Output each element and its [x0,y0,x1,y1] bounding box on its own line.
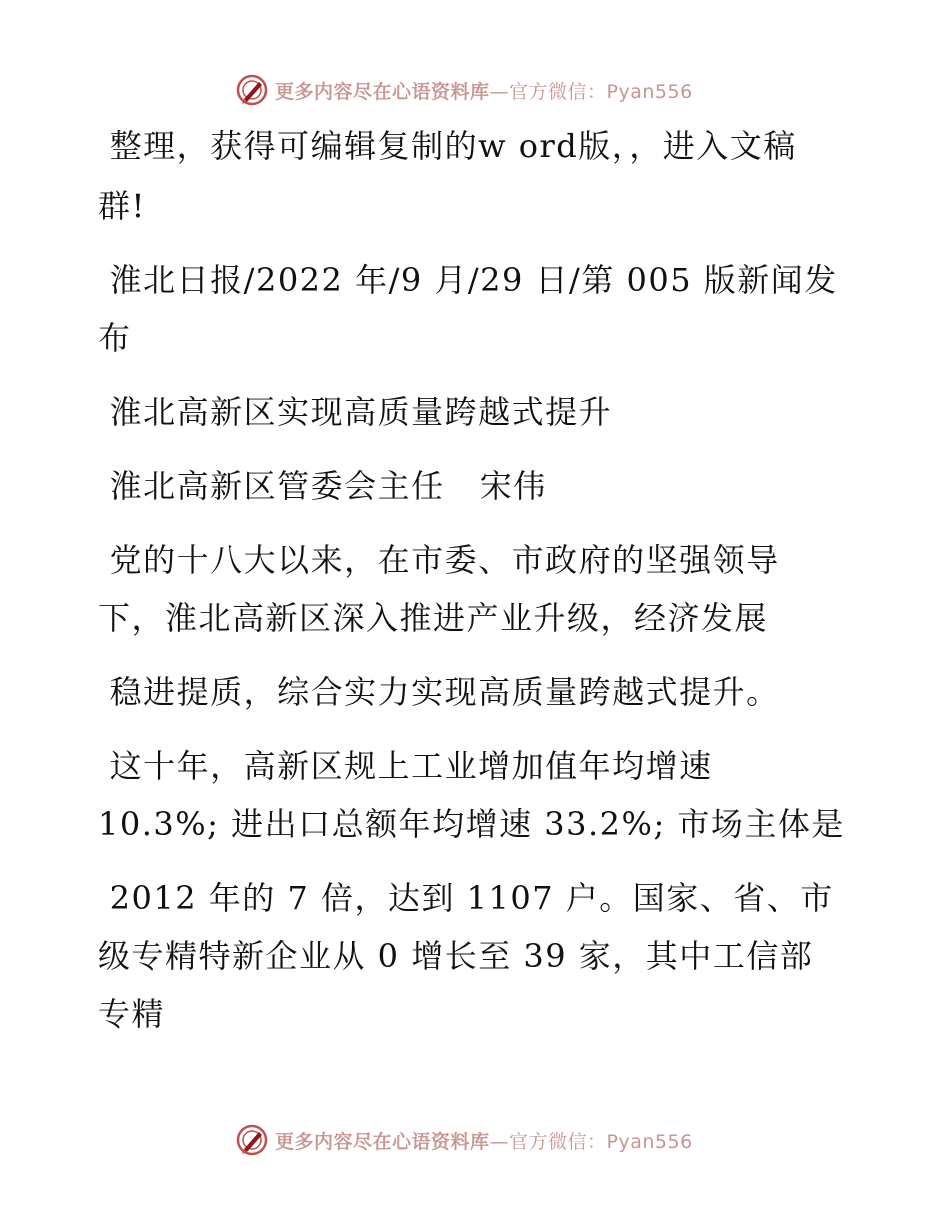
watermark-footer [235,1122,693,1158]
article-author: 淮北高新区管委会主任 宋伟 [98,467,547,505]
article-title: 淮北高新区实现高质量跨越式提升 [98,393,613,431]
body-line: 2012 年的 7 倍，达到 1107 户。国家、省、市 [98,879,834,917]
watermark-text: 更多内容尽在心语资料库—官方微信：Pyan556 [275,1130,693,1153]
body-line: 布 [98,319,132,357]
body-line: 级专精特新企业从 0 增长至 39 家，其中工信部 [98,937,814,975]
pen-logo-icon [235,1123,269,1157]
body-line: 稳进提质，综合实力实现高质量跨越式提升。 [98,673,780,711]
body-line: 整理，获得可编辑复制的w ord版，，进入文稿 [98,127,797,165]
watermark-header [235,72,693,108]
watermark-text: 更多内容尽在心语资料库—官方微信：Pyan556 [275,80,693,103]
body-line: 这十年，高新区规上工业增加值年均增速 [98,747,713,785]
body-line: 淮北日报/2022 年/9 月/29 日/第 005 版新闻发 [98,261,838,299]
body-line: 群! [98,187,146,225]
pen-logo-icon [235,73,269,107]
body-line: 党的十八大以来，在市委、市政府的坚强领导 [98,541,780,579]
body-line: 下，淮北高新区深入推进产业升级，经济发展 [98,599,769,637]
body-line: 10.3%; 进出口总额年均增速 33.2%; 市场主体是 [98,805,845,843]
body-line: 专精 [98,995,166,1033]
